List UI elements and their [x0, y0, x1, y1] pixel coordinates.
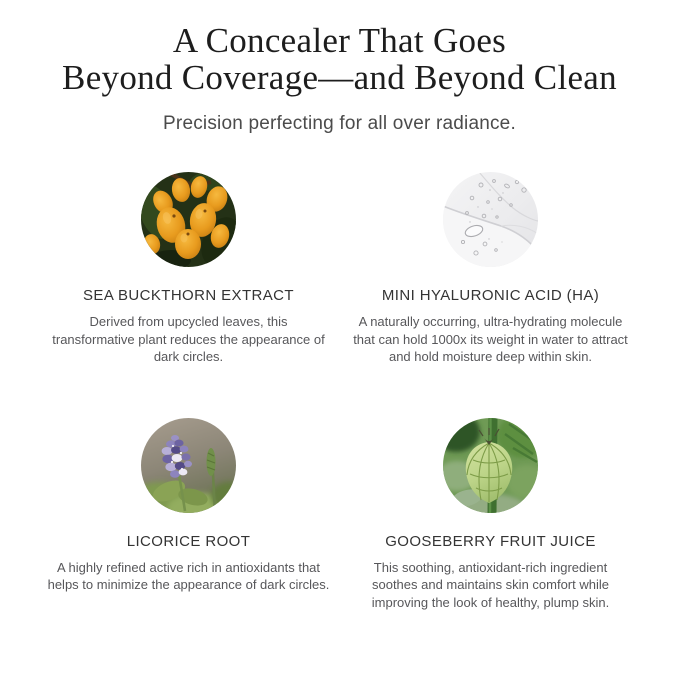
- ingredient-grid: [0, 172, 679, 611]
- page-subtitle: Precision perfecting for all over radiance.: [163, 113, 516, 134]
- ingredient-description: A naturally occurring, ultra-hydrating molecule that can hold 1000x its weight in water to attract and hold moisture deep within skin.: [353, 314, 628, 364]
- gooseberry-lantern-illustration: [443, 418, 538, 513]
- ingredient-card-licorice-root: [38, 418, 340, 612]
- clear-gel-texture-photo: [443, 172, 538, 267]
- ingredient-name: SEA BUCKTHORN EXTRACT: [83, 287, 294, 304]
- page-title-line2: Beyond Coverage—and Beyond Clean: [62, 58, 617, 97]
- page-title-line1: A Concealer That Goes: [172, 21, 507, 60]
- ingredient-card-sea-buckthorn: [38, 172, 340, 366]
- ingredient-name: GOOSEBERRY FRUIT JUICE: [385, 532, 596, 550]
- sea-buckthorn-berries-photo: [141, 172, 236, 267]
- ingredient-description: A highly refined active rich in antioxidants that helps to minimize the appearance of dark circles.: [47, 559, 330, 592]
- page-title: [0, 22, 679, 96]
- gooseberry-lantern-photo: [443, 418, 538, 513]
- licorice-flower-illustration: [141, 418, 236, 513]
- sea-buckthorn-illustration: [141, 172, 236, 267]
- ingredient-name: MINI HYALURONIC ACID (HA): [381, 287, 600, 304]
- licorice-flower-photo: [141, 418, 236, 513]
- header: [0, 0, 679, 135]
- ingredient-description: Derived from upcycled leaves, this transformative plant reduces the appearance of dark circles.: [52, 314, 325, 364]
- ingredient-card-hyaluronic-acid: [340, 172, 642, 366]
- ingredient-name: LICORICE ROOT: [126, 532, 251, 550]
- ingredient-card-gooseberry: [340, 418, 642, 612]
- gel-texture-illustration: [443, 172, 538, 267]
- ingredient-description: This soothing, antioxidant-rich ingredient soothes and maintains skin comfort while improving the look of healthy, plump skin.: [371, 559, 610, 610]
